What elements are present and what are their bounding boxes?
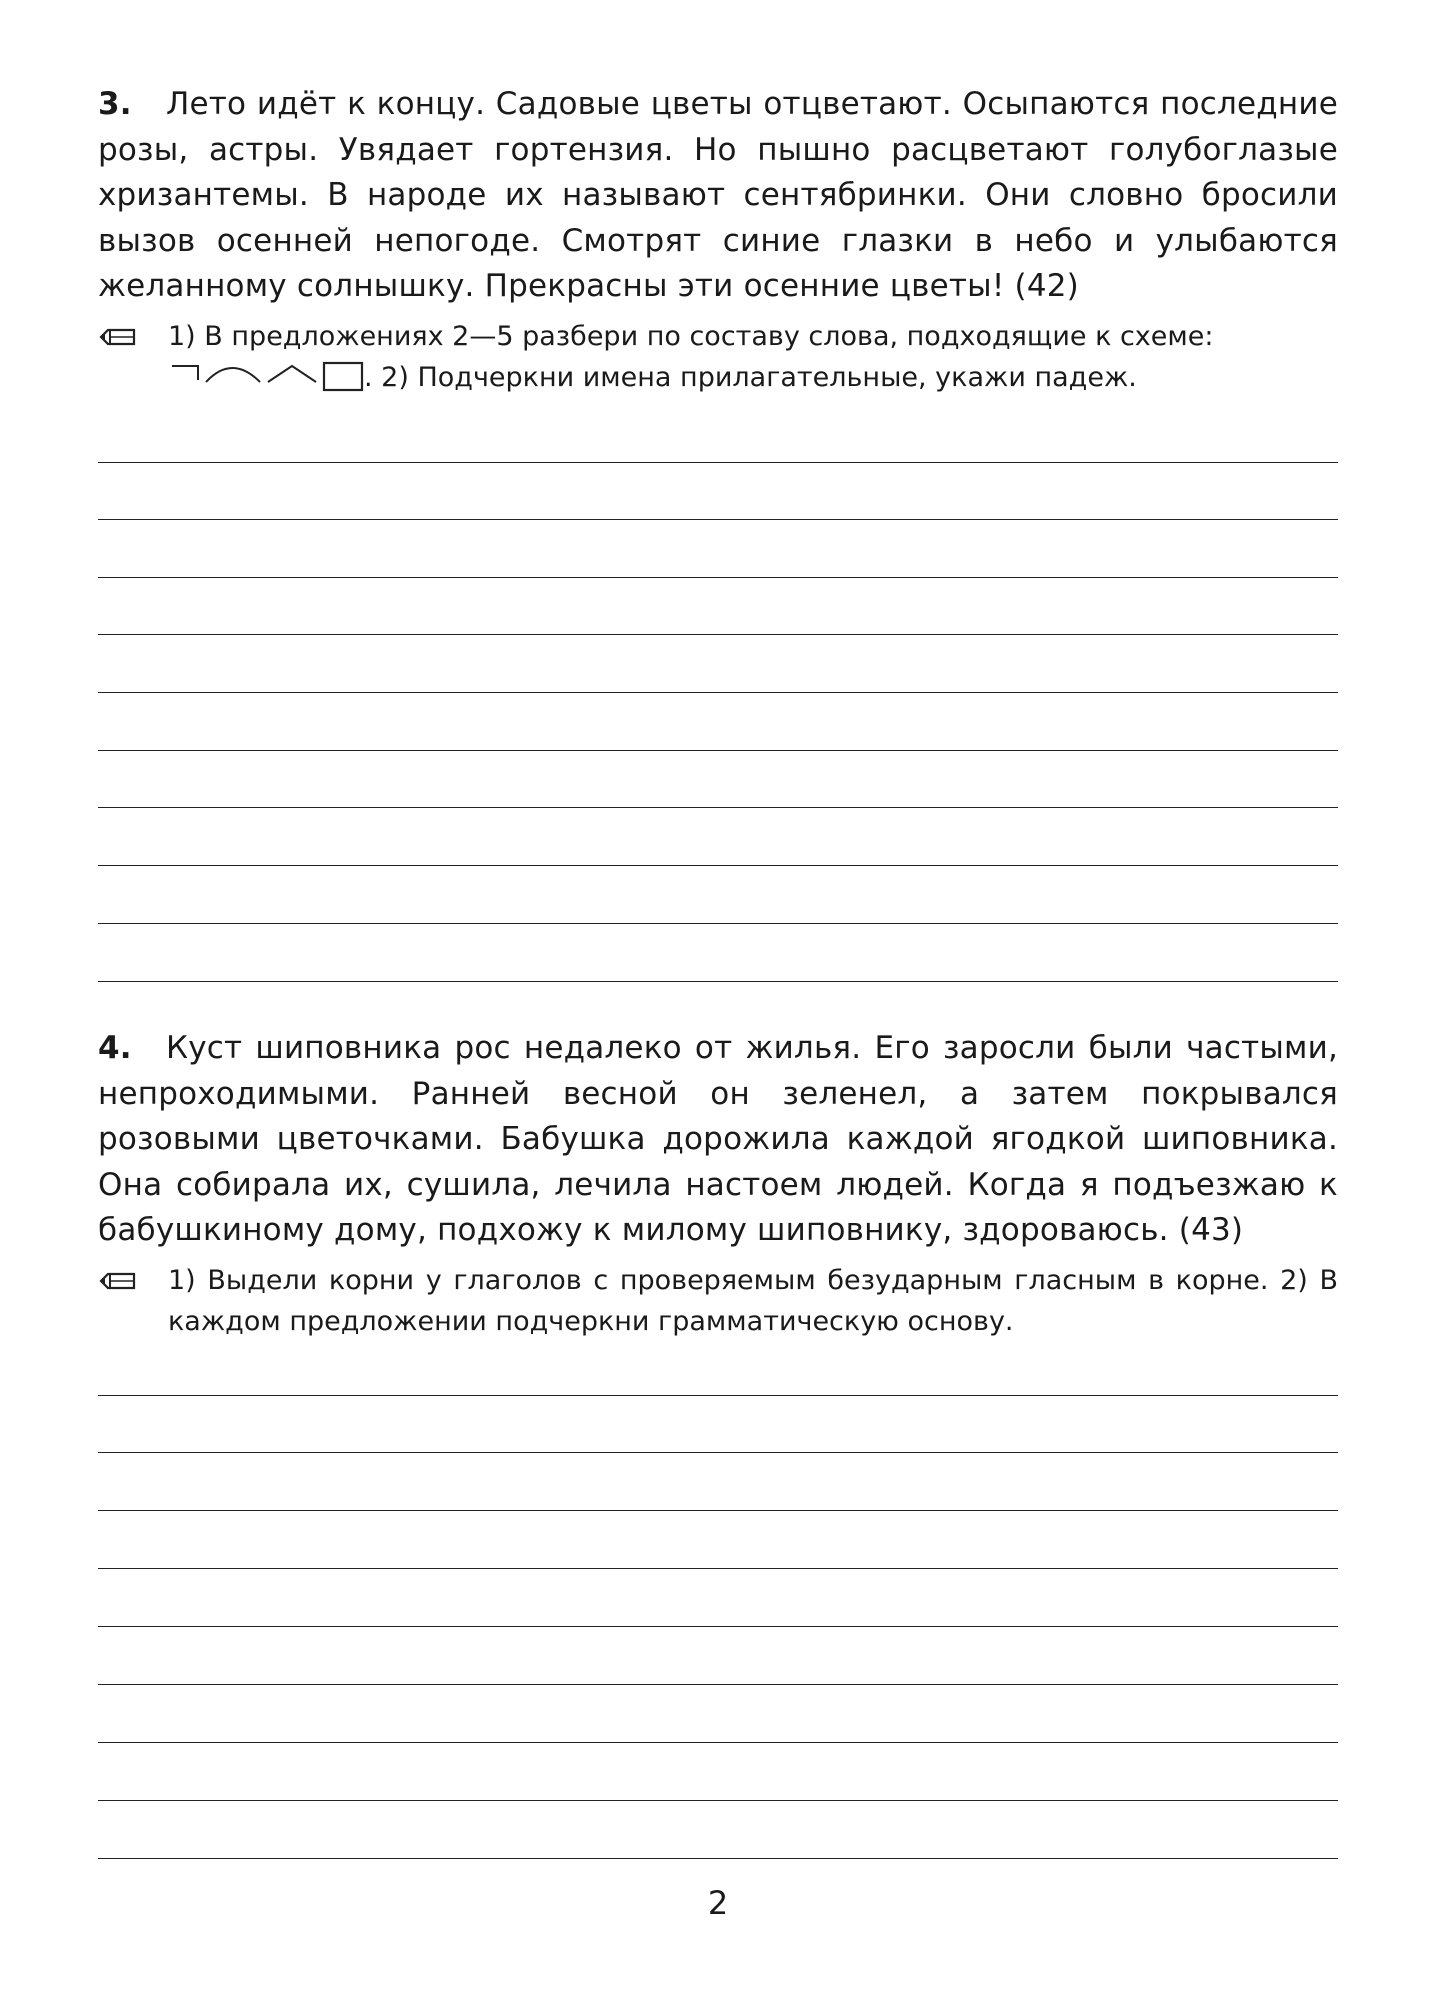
exercise-4 xyxy=(98,1026,1338,1342)
answer-line[interactable] xyxy=(98,865,1338,866)
answer-line[interactable] xyxy=(98,519,1338,520)
answer-line[interactable] xyxy=(98,1568,1338,1569)
exercise-4-number: 4. xyxy=(98,1030,132,1066)
answer-line[interactable] xyxy=(98,634,1338,635)
answer-line[interactable] xyxy=(98,1626,1338,1627)
morpheme-scheme xyxy=(168,358,364,392)
answer-line[interactable] xyxy=(98,1452,1338,1453)
ending-box-icon xyxy=(324,363,362,390)
pencil-icon xyxy=(98,1268,138,1294)
answer-line[interactable] xyxy=(98,462,1338,463)
answer-line[interactable] xyxy=(98,1395,1338,1396)
answer-line[interactable] xyxy=(98,1742,1338,1743)
exercise-3-text: Лето идёт к концу. Садовые цветы отцветают. Осыпаются последние розы, астры. Увядает гортензия. Но пышно расцветают голубоглазые хризантемы. В народе их называют сентябринки. Они словно бросили вызов осенней непогоде. Смотрят синие глазки в небо и улыбаются желанному солнышку. Прекрасны эти осенние цветы! (42) xyxy=(98,86,1338,304)
answer-line[interactable] xyxy=(98,692,1338,693)
prefix-mark-icon xyxy=(172,366,198,380)
answer-line[interactable] xyxy=(98,577,1338,578)
answer-line[interactable] xyxy=(98,1800,1338,1801)
exercise-3-text-block xyxy=(98,82,1338,310)
root-arc-icon xyxy=(206,368,260,382)
answer-line[interactable] xyxy=(98,1510,1338,1511)
exercise-4-task-text: 1) Выдели корни у глаголов с проверяемым безударным гласным в корне. 2) В каждом предложении подчеркни грамматическую основу. xyxy=(168,1264,1338,1337)
answer-line[interactable] xyxy=(98,807,1338,808)
answer-line[interactable] xyxy=(98,923,1338,924)
answer-line[interactable] xyxy=(98,750,1338,751)
suffix-mark-icon xyxy=(268,366,316,382)
answer-line[interactable] xyxy=(98,981,1338,982)
exercise-3-number: 3. xyxy=(98,86,132,122)
pencil-icon xyxy=(98,324,138,350)
exercise-4-text: Куст шиповника рос недалеко от жилья. Его заросли были частыми, непроходимыми. Ранней весной он зеленел, а затем покрывался розовыми цветочками. Бабушка дорожила каждой ягодкой шиповника. Она собирала их, сушила, лечила настоем людей. Когда я подъезжаю к бабушкиному дому, подхожу к милому шиповнику, здороваюсь. (43) xyxy=(98,1030,1338,1248)
answer-line[interactable] xyxy=(98,1684,1338,1685)
exercise-3-task-part2: . 2) Подчеркни имена прилагательные, укажи падеж. xyxy=(364,361,1137,393)
exercise-4-text-block xyxy=(98,1026,1338,1254)
answer-line[interactable] xyxy=(98,1858,1338,1859)
exercise-4-task xyxy=(98,1260,1338,1342)
page-number: 2 xyxy=(707,1884,729,1922)
exercise-3 xyxy=(98,82,1338,398)
exercise-3-task xyxy=(98,316,1338,398)
exercise-3-task-part1: 1) В предложениях 2—5 разбери по составу слова, подходящие к схеме: xyxy=(168,320,1214,352)
